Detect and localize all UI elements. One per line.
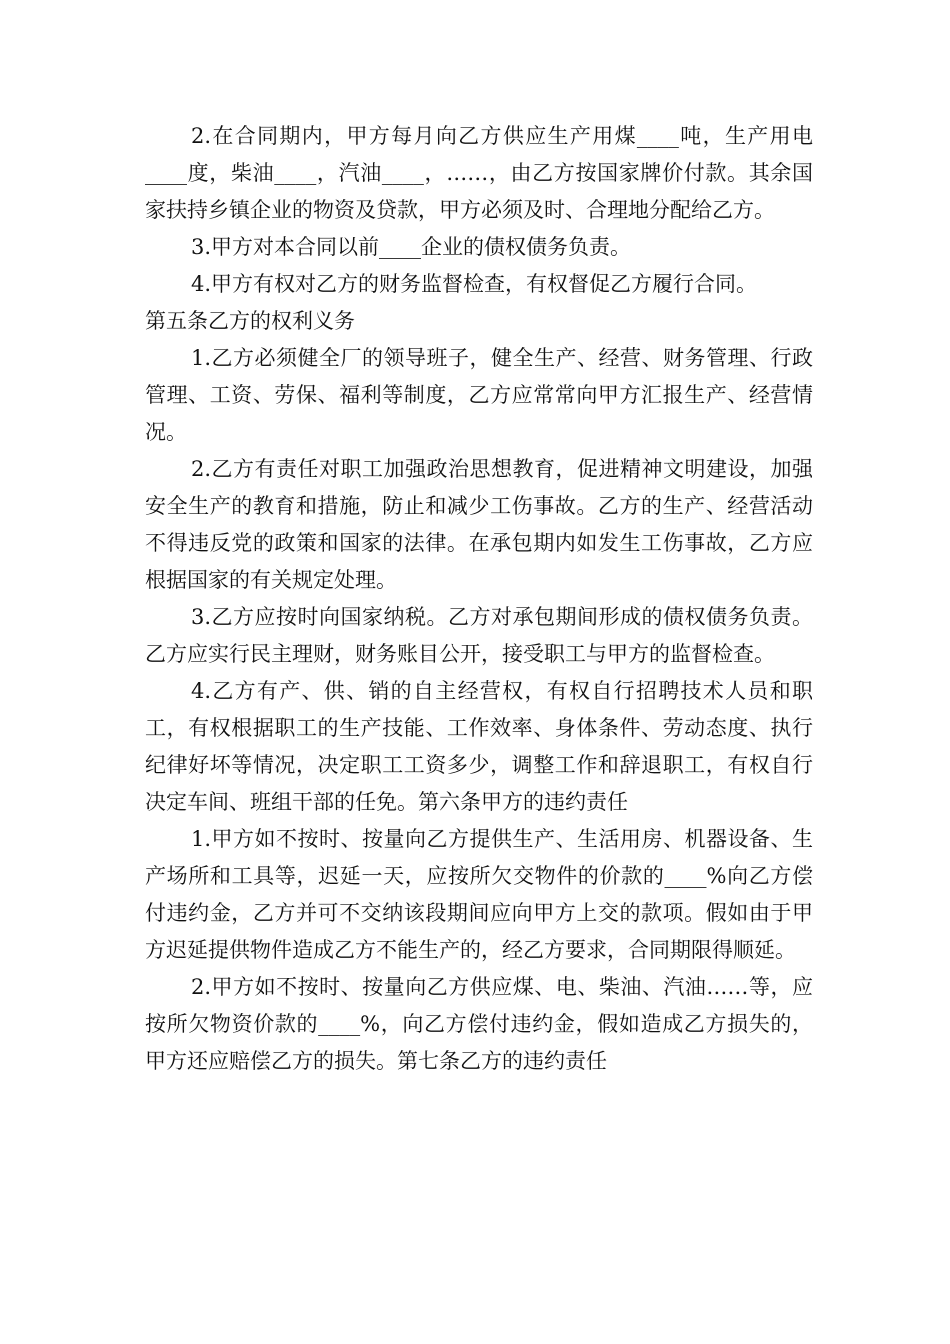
paragraph-clause-5-item-1: 1.乙方必须健全厂的领导班子，健全生产、经营、财务管理、行政管理、工资、劳保、福利等制度，乙方应常常向甲方汇报生产、经营情况。 <box>145 346 813 444</box>
paragraph-clause-5-item-3: 3.乙方应按时向国家纳税。乙方对承包期间形成的债权债务负责。乙方应实行民主理财，财务账目公开，接受职工与甲方的监督检查。 <box>145 605 813 666</box>
section-heading-article-5: 第五条乙方的权利义务 <box>145 309 355 333</box>
paragraph-clause-6-item-2: 2.甲方如不按时、按量向乙方供应煤、电、柴油、汽油……等，应按所欠物资价款的____%，向乙方偿付违约金，假如造成乙方损失的，甲方还应赔偿乙方的损失。第七条乙方的违约责任 <box>145 975 813 1073</box>
paragraph-clause-6-item-1: 1.甲方如不按时、按量向乙方提供生产、生活用房、机器设备、生产场所和工具等，迟延一天，应按所欠交物件的价款的____%向乙方偿付违约金，乙方并可不交纳该段期间应向甲方上交的款项。假如由于甲方迟延提供物件造成乙方不能生产的，经乙方要求，合同期限得顺延。 <box>145 827 813 962</box>
paragraph-clause-4-item-2: 2.在合同期内，甲方每月向乙方供应生产用煤____吨，生产用电____度，柴油____，汽油____，……，由乙方按国家牌价付款。其余国家扶持乡镇企业的物资及贷款，甲方必须及时、合理地分配给乙方。 <box>145 124 813 222</box>
paragraph-clause-4-item-3: 3.甲方对本合同以前____企业的债权债务负责。 <box>191 235 632 259</box>
paragraph-clause-4-item-4: 4.甲方有权对乙方的财务监督检查，有权督促乙方履行合同。 <box>191 272 758 296</box>
document-body <box>145 118 813 1080</box>
paragraph-clause-5-item-4: 4.乙方有产、供、销的自主经营权，有权自行招聘技术人员和职工，有权根据职工的生产技能、工作效率、身体条件、劳动态度、执行纪律好坏等情况，决定职工工资多少，调整工作和辞退职工，有权自行决定车间、班组干部的任免。第六条甲方的违约责任 <box>145 679 813 814</box>
paragraph-clause-5-item-2: 2.乙方有责任对职工加强政治思想教育，促进精神文明建设，加强安全生产的教育和措施，防止和减少工伤事故。乙方的生产、经营活动不得违反党的政策和国家的法律。在承包期内如发生工伤事故，乙方应根据国家的有关规定处理。 <box>145 457 813 592</box>
